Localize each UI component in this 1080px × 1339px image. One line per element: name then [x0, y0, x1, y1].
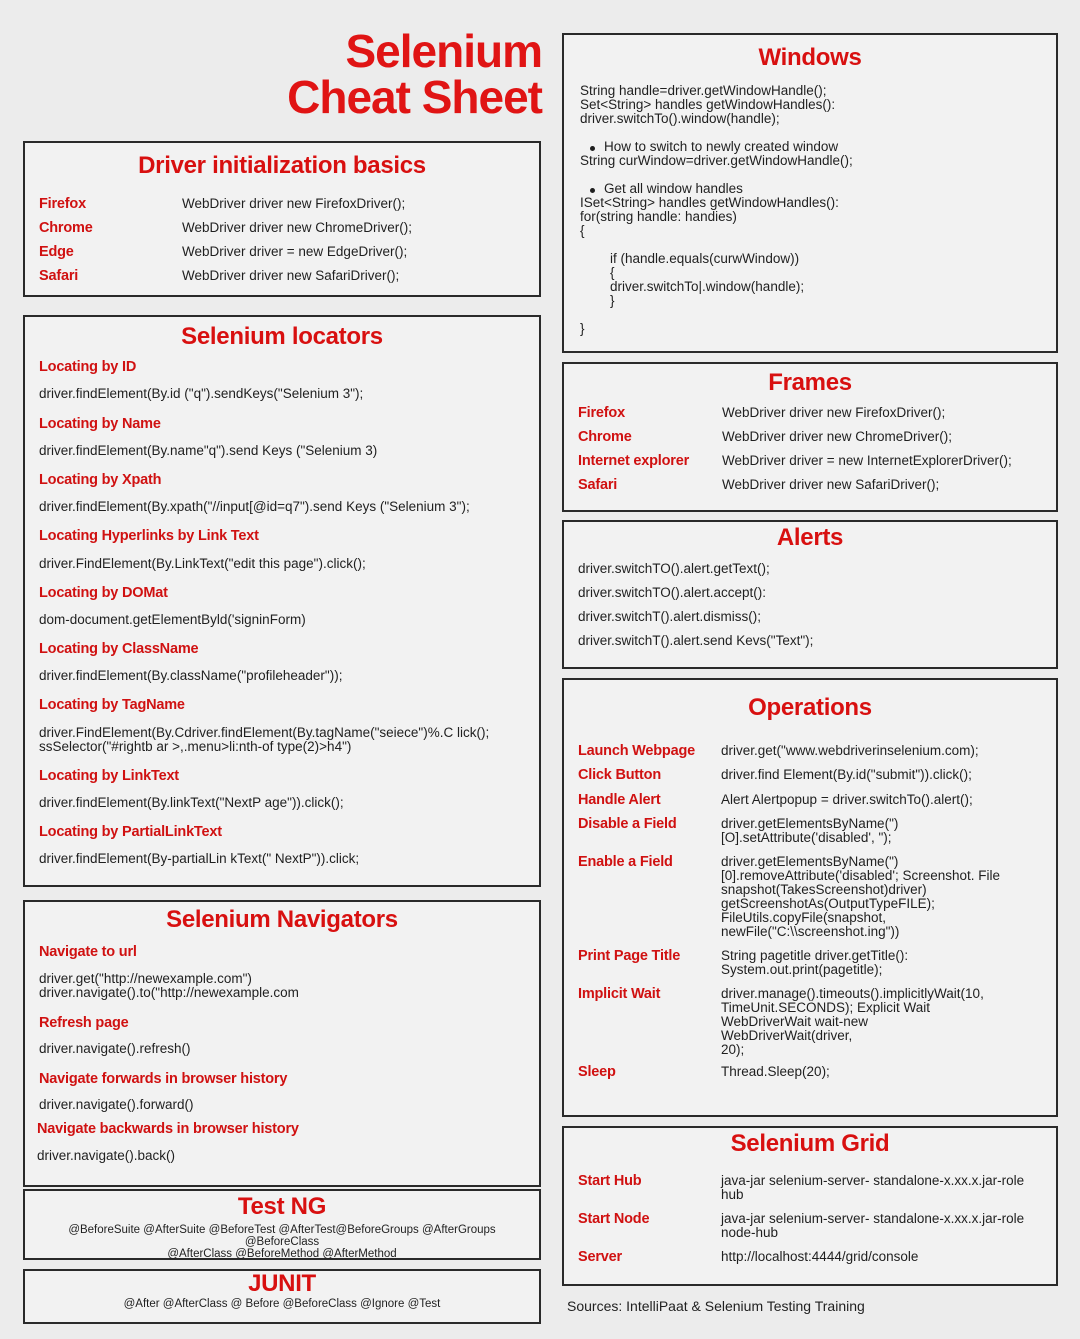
operations-code: driver.manage().timeouts().implicitlyWait(10, TimeUnit.SECONDS); Explicit Wait WebDriverWait wait-new WebDriverWait(driver, 20); [721, 986, 984, 1057]
bullet-icon [590, 188, 595, 193]
junit-section [23, 1269, 541, 1324]
operations-label: Handle Alert [578, 792, 661, 808]
locator-label: Locating by TagName [39, 697, 185, 713]
alert-code: driver.switchT().alert.dismiss(); [578, 609, 762, 624]
frames-code: WebDriver driver = new InternetExplorerDriver(); [722, 453, 1012, 468]
windows-code-1: String handle=driver.getWindowHandle(); Set<String> handles getWindowHandles(): driver.switchTo().window(handle); [580, 83, 836, 126]
navigator-label: Navigate forwards in browser history [39, 1071, 288, 1087]
sources-caption: Sources: IntelliPaat & Selenium Testing Training [567, 1298, 865, 1314]
testng-heading: Test NG [237, 1193, 327, 1220]
driver-code: WebDriver driver new FirefoxDriver(); [182, 196, 406, 211]
operations-label: Disable a Field [578, 816, 677, 832]
navigator-label: Navigate backwards in browser history [37, 1121, 299, 1137]
operations-heading: Operations [748, 694, 872, 721]
navigator-label: Refresh page [39, 1015, 129, 1031]
locator-code: driver.findElement(By.name"q").send Keys ("Selenium 3) [39, 443, 378, 458]
locators-section [23, 315, 541, 887]
grid-label: Server [578, 1249, 622, 1265]
title-line-1: Selenium [345, 25, 542, 77]
windows-code-3: ISet<String> handles getWindowHandles(): for(string handle: handies) { [580, 195, 839, 238]
junit-heading: JUNIT [248, 1270, 316, 1297]
operations-code: Alert Alertpopup = driver.switchTo().alert(); [721, 792, 973, 807]
windows-heading: Windows [758, 44, 862, 71]
frames-section [562, 362, 1058, 512]
operations-code: driver.getElementsByName(") [O].setAttribute('disabled', "); [721, 816, 899, 845]
alert-code: driver.switchT().alert.send Kevs("Text"); [578, 633, 814, 648]
frames-label: Safari [578, 477, 618, 493]
frames-label: Firefox [578, 405, 625, 421]
bullet-icon [590, 146, 595, 151]
operations-label: Sleep [578, 1064, 616, 1080]
alerts-heading: Alerts [776, 524, 844, 551]
locator-code: driver.findElement(By.className("profileheader")); [39, 668, 343, 683]
operations-code: Thread.Sleep(20); [721, 1064, 830, 1079]
driver-init-heading: Driver initialization basics [138, 152, 426, 179]
locator-code: driver.findElement(By-partialLin kText(" NextP")).click; [39, 851, 360, 866]
frames-label: Chrome [578, 429, 632, 445]
operations-code: String pagetitle driver.getTitle(): System.out.print(pagetitle); [721, 948, 909, 977]
operations-label: Implicit Wait [578, 986, 661, 1002]
driver-label: Chrome [39, 220, 93, 236]
alert-code: driver.switchTO().alert.getText(); [578, 561, 770, 576]
navigator-code: driver.navigate().forward() [39, 1097, 194, 1112]
navigators-section [23, 900, 541, 1187]
driver-label: Firefox [39, 196, 86, 212]
frames-code: WebDriver driver new SafariDriver(); [722, 477, 940, 492]
operations-code: driver.get("www.webdriverinselenium.com); [721, 743, 979, 758]
driver-init-section [23, 141, 541, 297]
grid-section [562, 1126, 1058, 1286]
windows-code-4: if (handle.equals(curwWindow)) { driver.switchTo|.window(handle); } [610, 251, 805, 308]
alerts-section [562, 520, 1058, 669]
windows-bullet-2: Get all window handles [604, 181, 743, 196]
grid-heading: Selenium Grid [730, 1130, 890, 1157]
locator-label: Locating by Xpath [39, 472, 162, 488]
locator-code: driver.FindElement(By.LinkText("edit this page").click(); [39, 556, 366, 571]
driver-code: WebDriver driver new ChromeDriver(); [182, 220, 413, 235]
driver-code: WebDriver driver new SafariDriver(); [182, 268, 400, 283]
testng-annotations: @BeforeSuite @AfterSuite @BeforeTest @AfterTest@BeforeGroups @AfterGroups @BeforeClass @AfterClass @BeforeMethod @AfterMethod [68, 1224, 496, 1260]
operations-code: driver.find Element(By.id("submit")).click(); [721, 767, 972, 782]
windows-bullet-1: How to switch to newly created window [604, 139, 839, 154]
locator-label: Locating Hyperlinks by Link Text [39, 528, 259, 544]
grid-label: Start Hub [578, 1173, 642, 1189]
locator-code: driver.findElement(By.linkText("NextP age")).click(); [39, 795, 344, 810]
windows-code-2: String curWindow=driver.getWindowHandle(); [580, 153, 853, 168]
locator-code: dom-document.getElementByld('signinForm) [39, 612, 306, 627]
windows-code-5: } [580, 321, 585, 336]
operations-label: Click Button [578, 767, 661, 783]
operations-code: driver.getElementsByName(") [0].removeAttribute('disabled'; Screenshot. File snapshot(TakesScreenshot)driver) getScreenshotAs(OutputTypeFILE); FileUtils.copyFile(snapshot, newFile("C:\\screenshot.ing")) [721, 854, 1001, 939]
grid-code: java-jar selenium-server- standalone-x.xx.x.jar-role hub [721, 1173, 1025, 1202]
locator-label: Locating by DOMat [39, 585, 168, 601]
navigators-heading: Selenium Navigators [166, 906, 398, 933]
grid-code: http://localhost:4444/grid/console [721, 1249, 919, 1264]
testng-section [23, 1189, 541, 1260]
windows-section [562, 33, 1058, 353]
alert-code: driver.switchTO().alert.accept(): [578, 585, 767, 600]
frames-code: WebDriver driver new FirefoxDriver(); [722, 405, 946, 420]
title-line-2: Cheat Sheet [287, 71, 542, 123]
locator-code: driver.findElement(By.xpath("//input[@id=q7").send Keys ("Selenium 3"); [39, 499, 470, 514]
junit-annotations: @After @AfterClass @ Before @BeforeClass @Ignore @Test [123, 1298, 441, 1310]
frames-code: WebDriver driver new ChromeDriver(); [722, 429, 953, 444]
locator-label: Locating by ID [39, 359, 137, 375]
operations-label: Launch Webpage [578, 743, 695, 759]
locators-heading: Selenium locators [181, 323, 383, 350]
driver-code: WebDriver driver = new EdgeDriver(); [182, 244, 408, 259]
operations-section [562, 678, 1058, 1117]
locator-label: Locating by ClassName [39, 641, 199, 657]
locator-code: driver.FindElement(By.Cdriver.findElement(By.tagName("seiece")%.C lick(); ssSelector("#rightb ar >,.menu>li:nth-of type(2)>h4") [39, 725, 490, 754]
driver-label: Safari [39, 268, 79, 284]
navigator-label: Navigate to url [39, 944, 137, 960]
grid-code: java-jar selenium-server- standalone-x.xx.x.jar-role node-hub [721, 1211, 1025, 1240]
locator-label: Locating by LinkText [39, 768, 179, 784]
grid-label: Start Node [578, 1211, 650, 1227]
frames-heading: Frames [768, 369, 852, 396]
locator-label: Locating by PartialLinkText [39, 824, 222, 840]
navigator-code: driver.navigate().back() [37, 1148, 176, 1163]
operations-label: Enable a Field [578, 854, 673, 870]
navigator-code: driver.get("http://newexample.com") driver.navigate().to("http://newexample.com [39, 971, 299, 1000]
frames-label: Internet explorer [578, 453, 690, 469]
page-title [200, 25, 542, 123]
operations-label: Print Page Title [578, 948, 681, 964]
driver-label: Edge [39, 244, 74, 260]
locator-code: driver.findElement(By.id ("q").sendKeys("Selenium 3"); [39, 386, 364, 401]
locator-label: Locating by Name [39, 416, 161, 432]
navigator-code: driver.navigate().refresh() [39, 1041, 191, 1056]
